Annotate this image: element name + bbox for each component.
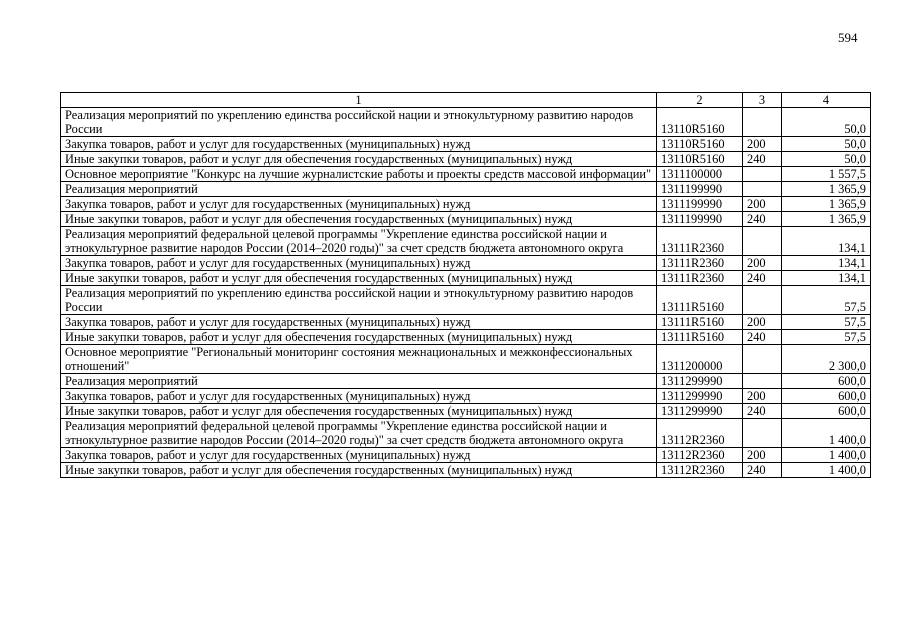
row-name-cell: Закупка товаров, работ и услуг для государственных (муниципальных) нужд xyxy=(61,256,657,271)
row-type-cell: 240 xyxy=(743,404,782,419)
table-row xyxy=(61,404,871,419)
row-type-cell: 240 xyxy=(743,271,782,286)
row-code-cell: 13111R2360 xyxy=(657,271,743,286)
row-sum-cell: 57,5 xyxy=(782,286,871,315)
row-code-cell: 13111R5160 xyxy=(657,315,743,330)
row-sum-cell: 1 365,9 xyxy=(782,212,871,227)
row-sum-cell: 134,1 xyxy=(782,256,871,271)
row-code-cell: 1311299990 xyxy=(657,404,743,419)
row-sum-cell: 1 400,0 xyxy=(782,463,871,478)
table-row xyxy=(61,108,871,137)
row-type-cell xyxy=(743,182,782,197)
row-name-cell: Основное мероприятие "Конкурс на лучшие журналистские работы и проекты средств массовой информации" xyxy=(61,167,657,182)
table-row xyxy=(61,212,871,227)
row-type-cell xyxy=(743,374,782,389)
row-code-cell: 13110R5160 xyxy=(657,108,743,137)
row-sum-cell: 1 400,0 xyxy=(782,448,871,463)
row-code-cell: 13111R5160 xyxy=(657,330,743,345)
row-name-cell: Иные закупки товаров, работ и услуг для обеспечения государственных (муниципальных) нужд xyxy=(61,404,657,419)
header-row xyxy=(61,93,871,108)
table-row xyxy=(61,271,871,286)
table-row xyxy=(61,137,871,152)
row-code-cell: 13112R2360 xyxy=(657,448,743,463)
table-row xyxy=(61,286,871,315)
header-col-3: 3 xyxy=(743,93,782,108)
row-type-cell xyxy=(743,286,782,315)
row-name-cell: Реализация мероприятий по укреплению единства российской нации и этнокультурному развитию народов России xyxy=(61,108,657,137)
row-name-cell: Иные закупки товаров, работ и услуг для обеспечения государственных (муниципальных) нужд xyxy=(61,271,657,286)
table-header xyxy=(61,93,871,108)
table-body xyxy=(61,108,871,478)
row-type-cell xyxy=(743,419,782,448)
row-name-cell: Реализация мероприятий федеральной целевой программы "Укрепление единства российской нации и этнокультурное развитие народов России (2014–2020 годы)" за счет средств бюджета автономного округа xyxy=(61,419,657,448)
row-sum-cell: 1 400,0 xyxy=(782,419,871,448)
row-code-cell: 13111R2360 xyxy=(657,256,743,271)
row-name-cell: Закупка товаров, работ и услуг для государственных (муниципальных) нужд xyxy=(61,197,657,212)
row-name-cell: Иные закупки товаров, работ и услуг для обеспечения государственных (муниципальных) нужд xyxy=(61,152,657,167)
table-row xyxy=(61,227,871,256)
row-type-cell xyxy=(743,345,782,374)
budget-table xyxy=(60,92,871,478)
row-code-cell: 1311199990 xyxy=(657,212,743,227)
table-row xyxy=(61,197,871,212)
table-row xyxy=(61,167,871,182)
row-sum-cell: 600,0 xyxy=(782,404,871,419)
page-number: 594 xyxy=(838,30,858,45)
row-code-cell: 13110R5160 xyxy=(657,137,743,152)
table-row xyxy=(61,374,871,389)
header-col-2: 2 xyxy=(657,93,743,108)
row-sum-cell: 134,1 xyxy=(782,271,871,286)
row-name-cell: Основное мероприятие "Региональный мониторинг состояния межнациональных и межконфессиональных отношений" xyxy=(61,345,657,374)
row-code-cell: 13111R5160 xyxy=(657,286,743,315)
row-code-cell: 1311199990 xyxy=(657,182,743,197)
table-row xyxy=(61,315,871,330)
row-sum-cell: 50,0 xyxy=(782,137,871,152)
table-row xyxy=(61,330,871,345)
row-name-cell: Иные закупки товаров, работ и услуг для обеспечения государственных (муниципальных) нужд xyxy=(61,463,657,478)
row-sum-cell: 1 365,9 xyxy=(782,197,871,212)
row-type-cell: 200 xyxy=(743,448,782,463)
header-col-4: 4 xyxy=(782,93,871,108)
row-sum-cell: 600,0 xyxy=(782,389,871,404)
table-row xyxy=(61,345,871,374)
row-type-cell: 240 xyxy=(743,152,782,167)
row-sum-cell: 50,0 xyxy=(782,152,871,167)
table-row xyxy=(61,463,871,478)
row-name-cell: Закупка товаров, работ и услуг для государственных (муниципальных) нужд xyxy=(61,448,657,463)
row-name-cell: Реализация мероприятий по укреплению единства российской нации и этнокультурному развитию народов России xyxy=(61,286,657,315)
row-sum-cell: 57,5 xyxy=(782,330,871,345)
table-row xyxy=(61,152,871,167)
row-type-cell xyxy=(743,167,782,182)
row-code-cell: 13112R2360 xyxy=(657,463,743,478)
row-code-cell: 13110R5160 xyxy=(657,152,743,167)
row-type-cell: 200 xyxy=(743,315,782,330)
table-row xyxy=(61,419,871,448)
row-type-cell: 240 xyxy=(743,330,782,345)
row-type-cell: 200 xyxy=(743,389,782,404)
row-code-cell: 13111R2360 xyxy=(657,227,743,256)
row-type-cell xyxy=(743,108,782,137)
row-type-cell xyxy=(743,227,782,256)
row-name-cell: Иные закупки товаров, работ и услуг для обеспечения государственных (муниципальных) нужд xyxy=(61,330,657,345)
row-type-cell: 240 xyxy=(743,463,782,478)
row-sum-cell: 1 365,9 xyxy=(782,182,871,197)
row-code-cell: 13112R2360 xyxy=(657,419,743,448)
row-sum-cell: 134,1 xyxy=(782,227,871,256)
row-type-cell: 240 xyxy=(743,212,782,227)
row-sum-cell: 57,5 xyxy=(782,315,871,330)
row-sum-cell: 1 557,5 xyxy=(782,167,871,182)
table-row xyxy=(61,182,871,197)
row-code-cell: 1311200000 xyxy=(657,345,743,374)
row-sum-cell: 2 300,0 xyxy=(782,345,871,374)
row-code-cell: 1311299990 xyxy=(657,374,743,389)
table-row xyxy=(61,256,871,271)
row-code-cell: 1311299990 xyxy=(657,389,743,404)
row-type-cell: 200 xyxy=(743,197,782,212)
row-name-cell: Реализация мероприятий федеральной целевой программы "Укрепление единства российской нации и этнокультурное развитие народов России (2014–2020 годы)" за счет средств бюджета автономного округа xyxy=(61,227,657,256)
header-col-1: 1 xyxy=(61,93,657,108)
row-name-cell: Реализация мероприятий xyxy=(61,374,657,389)
table-row xyxy=(61,389,871,404)
row-name-cell: Закупка товаров, работ и услуг для государственных (муниципальных) нужд xyxy=(61,315,657,330)
row-name-cell: Закупка товаров, работ и услуг для государственных (муниципальных) нужд xyxy=(61,389,657,404)
row-type-cell: 200 xyxy=(743,256,782,271)
row-name-cell: Реализация мероприятий xyxy=(61,182,657,197)
row-type-cell: 200 xyxy=(743,137,782,152)
table-row xyxy=(61,448,871,463)
row-name-cell: Иные закупки товаров, работ и услуг для обеспечения государственных (муниципальных) нужд xyxy=(61,212,657,227)
row-name-cell: Закупка товаров, работ и услуг для государственных (муниципальных) нужд xyxy=(61,137,657,152)
row-sum-cell: 50,0 xyxy=(782,108,871,137)
row-code-cell: 1311100000 xyxy=(657,167,743,182)
row-code-cell: 1311199990 xyxy=(657,197,743,212)
row-sum-cell: 600,0 xyxy=(782,374,871,389)
